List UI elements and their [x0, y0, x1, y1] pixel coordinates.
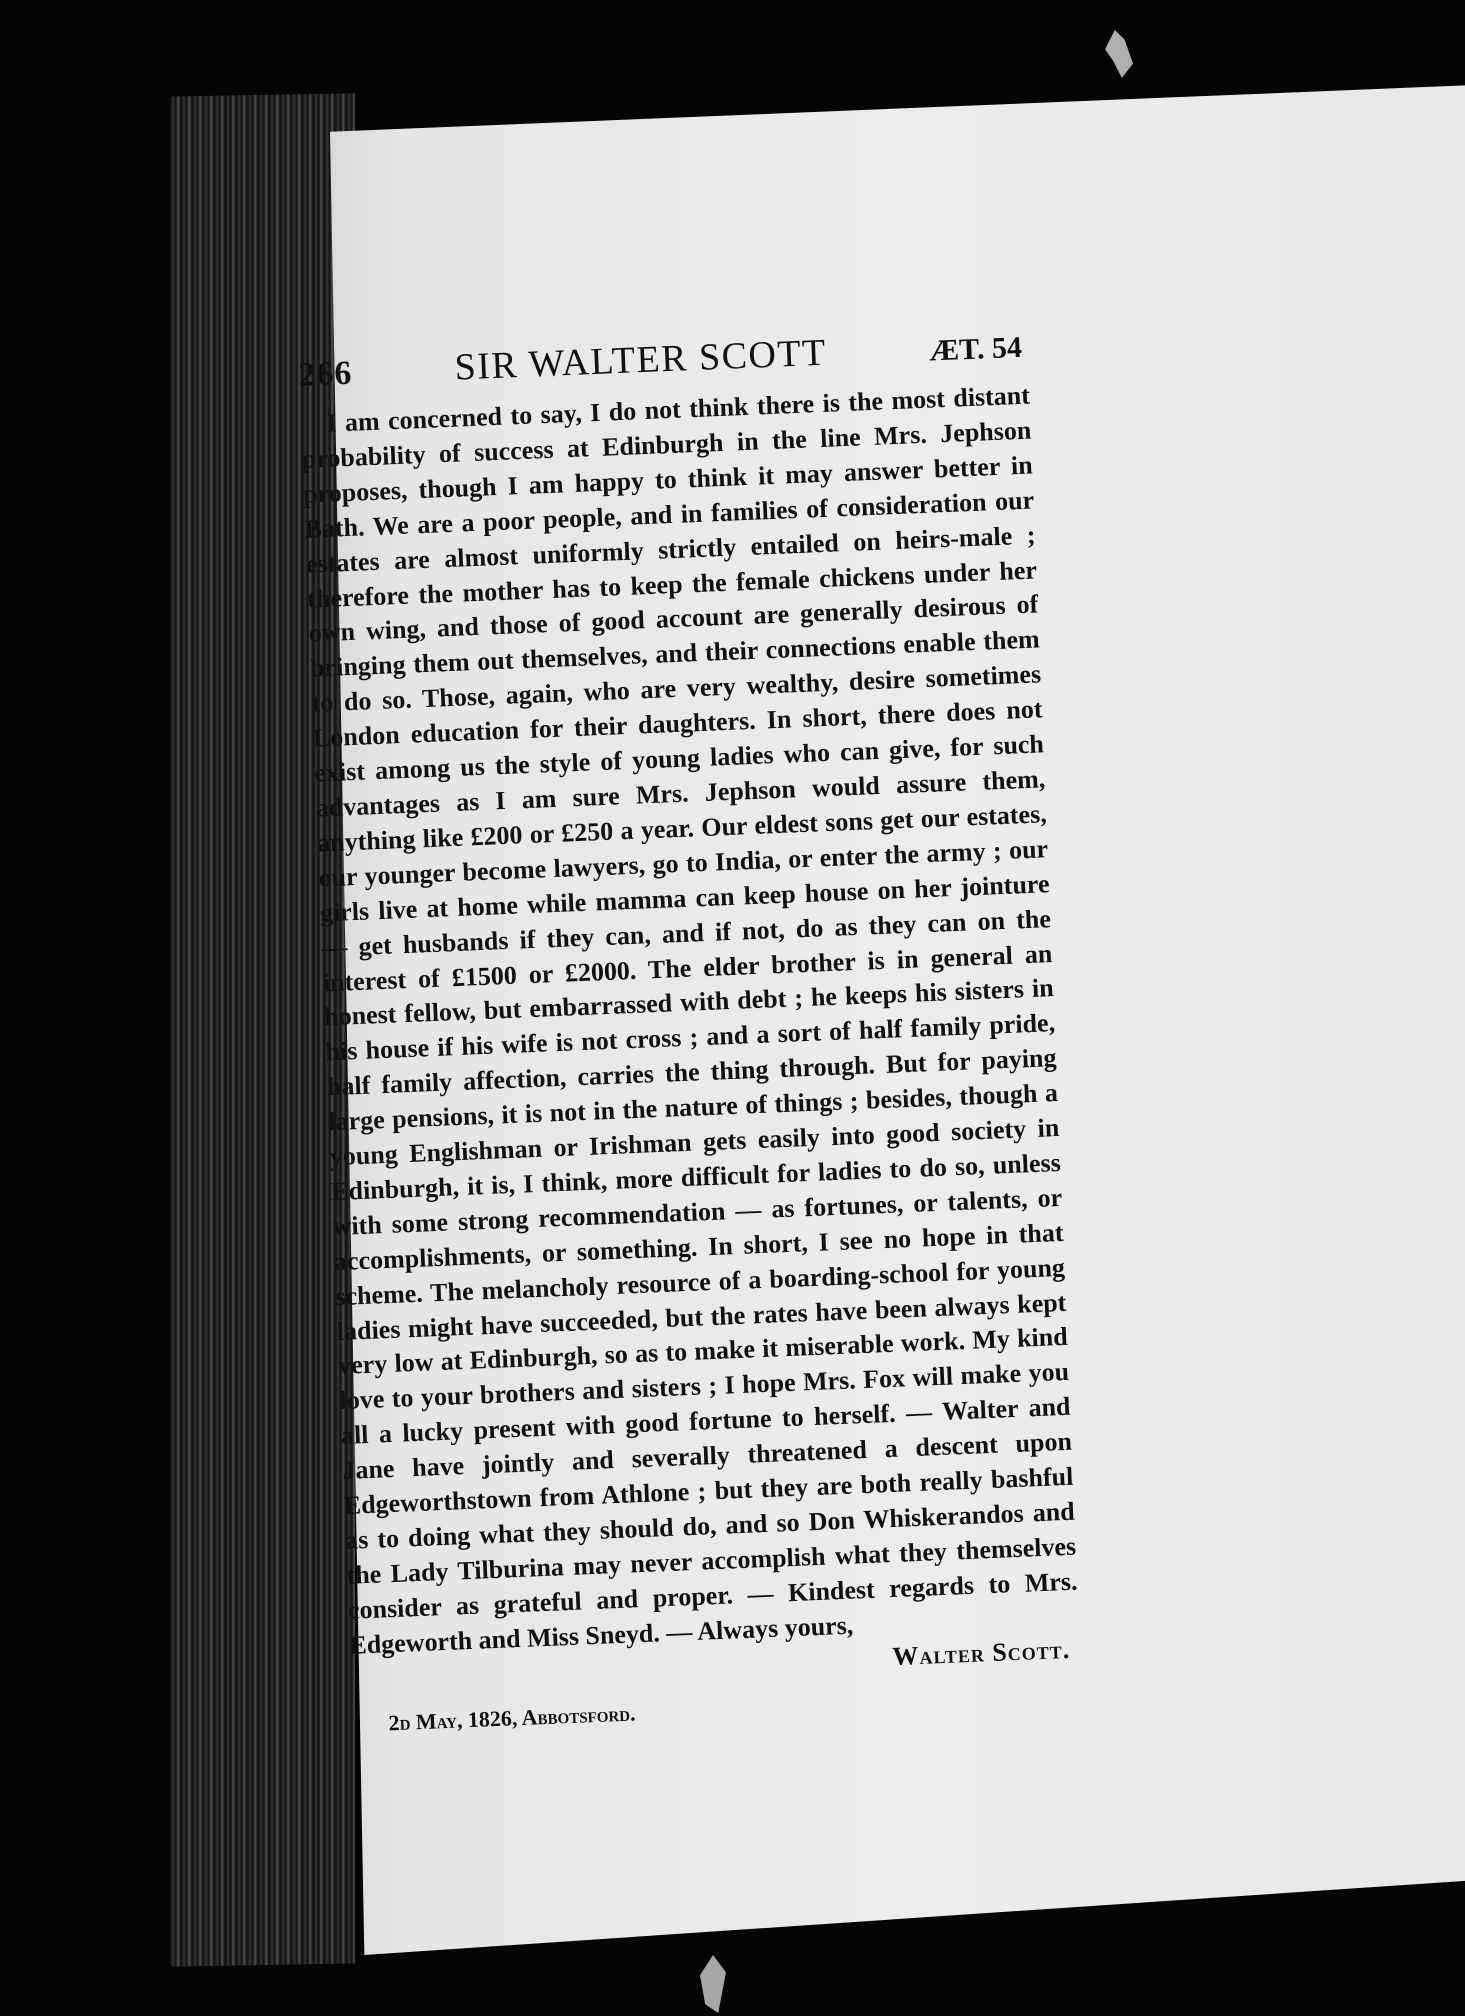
date-line: 2d May, 1826, Abbotsford. [388, 1700, 636, 1735]
signature: Walter Scott. [891, 1634, 1071, 1671]
scan-artifact-bottom [700, 1955, 726, 2013]
scan-artifact-top [1105, 30, 1133, 78]
letter-body: I am concerned to say, I do not think there is the most distant probability of success at Edinburgh in the line Mrs. Jephson proposes, though I am happy to think it may answer better in Bath. We are a poor people, and in families of consideration our estates are almost uniformly strictly entailed on heirs-male ; therefore the mother has to keep the female chickens under her own wing, and those of good account are generally desirous of bringing them out themselves, and their connections enable them to do so. Those, again, who are very wealthy, desire sometimes London education for their daughters. In short, there does not exist among us the style of young ladies who can give, for such advantages as I am sure Mrs. Jephson would assure them, anything like £200 or £250 a year. Our eldest sons get our estates, our younger become lawyers, go to India, or enter the army ; our girls live at home while mamma can keep house on her jointure — get husbands if they can, and if not, do as they can on the interest of £1500 or £2000. The elder brother is in general an honest fellow, but embarrassed with debt ; he keeps his sisters in his house if his wife is not cross ; and a sort of half family pride, half family affection, carries the thing through. But for paying large pensions, it is not in the nature of things ; besides, though a young Englishman or Irishman gets easily into good society in Edinburgh, it is, I think, more difficult for ladies to do so, unless with some strong recommendation — as fortunes, or talents, or accomplishments, or something. In short, I see no hope in that scheme. The melancholy resource of a boarding-school for young ladies might have succeeded, but the rates have been always kept very low at Edinburgh, so as to make it miserable work. My kind love to your brothers and sisters ; I hope Mrs. Fox will make you all a lucky present with good fortune to herself. — Walter and Jane have jointly and severally threatened a descent upon Edgeworthstown from Athlone ; but they are both really bashful as to doing what they should do, and so Don Whiskerandos and the Lady Tilburina may never accomplish what they themselves consider as grateful and proper. — Kindest regards to Mrs. Edgeworth and Miss Sneyd. — Always yours, [301, 380, 1079, 1660]
page-content [297, 323, 1082, 1738]
page-number: 266 [297, 354, 354, 394]
running-title: SIR WALTER SCOTT [453, 331, 828, 389]
age-note: ÆT. 54 [928, 330, 1023, 368]
